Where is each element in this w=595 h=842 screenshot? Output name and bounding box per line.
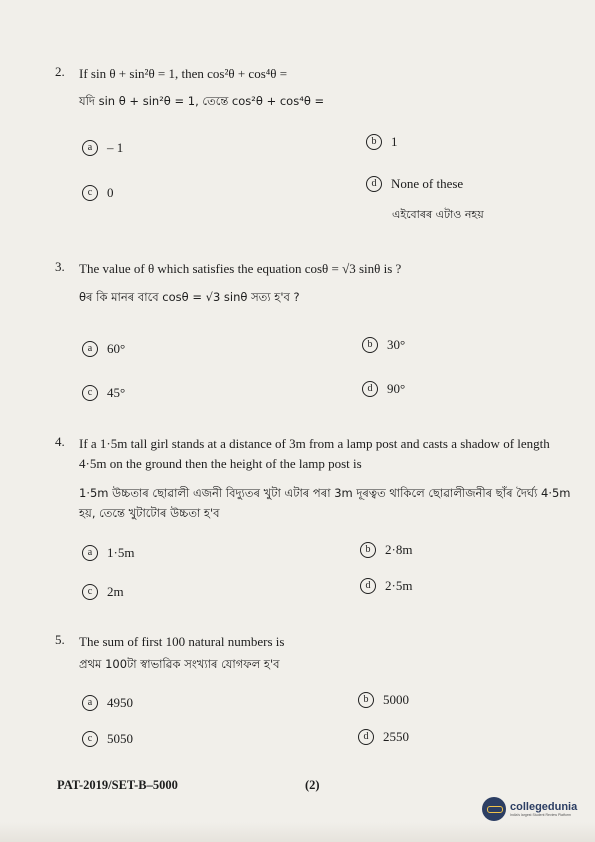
option-letter: b	[360, 542, 376, 558]
option-text: 30°	[387, 337, 406, 352]
option-a[interactable]	[82, 545, 134, 561]
watermark-tagline: India's largest Student Review Platform	[510, 813, 571, 817]
option-text: 5000	[383, 692, 409, 707]
option-c[interactable]	[82, 731, 133, 747]
question-text-assamese: প্ৰথম 100টা স্বাভাৱিক সংখ্যাৰ যোগফল হ'ব	[79, 657, 280, 671]
question-number: 2.	[55, 64, 65, 79]
collegedunia-logo-icon	[482, 797, 506, 821]
option-text: 2m	[107, 584, 124, 599]
option-text: 1·5m	[107, 545, 135, 560]
option-text: None of these	[391, 176, 464, 191]
option-text: – 1	[107, 140, 124, 155]
option-b[interactable]	[360, 542, 412, 558]
option-letter: d	[362, 381, 378, 397]
option-text: 1	[391, 134, 398, 149]
option-letter: b	[362, 337, 378, 353]
option-d[interactable]	[362, 381, 405, 397]
option-text: 4950	[107, 695, 133, 710]
option-text: 2550	[383, 729, 409, 744]
option-letter: d	[360, 578, 376, 594]
option-letter: d	[358, 729, 374, 745]
question-text-english: The value of θ which satisfies the equation cosθ = √3 sinθ is ?	[79, 261, 402, 276]
option-c[interactable]	[82, 385, 125, 401]
question-text-english: If sin θ + sin²θ = 1, then cos²θ + cos⁴θ =	[79, 66, 288, 81]
collegedunia-watermark	[482, 797, 577, 821]
option-text: 2·5m	[385, 578, 413, 593]
question-text-assamese: 1·5m উচ্চতাৰ ছোৱালী এজনী বিদ্যুতৰ খুটা এটাৰ পৰা 3m দূৰত্বত থাকিলে ছোৱালীজনীৰ ছাঁৰ দৈৰ্ঘ্য 4·5m হয়, তেন্তে খুটাটোৰ উচ্চতা হ'ব	[79, 486, 571, 520]
option-c[interactable]	[82, 584, 124, 600]
question-text-assamese: θৰ কি মানৰ বাবে cosθ = √3 sinθ সত্য হ'ব ?	[79, 290, 300, 304]
option-b[interactable]	[362, 337, 405, 353]
option-c[interactable]	[82, 185, 114, 201]
option-text: 5050	[107, 731, 133, 746]
option-d[interactable]	[360, 578, 412, 594]
option-b[interactable]	[366, 134, 398, 150]
page-number: (2)	[305, 778, 320, 792]
option-text: 2·8m	[385, 542, 413, 557]
question-number: 3.	[55, 259, 65, 274]
question-text-english: The sum of first 100 natural numbers is	[79, 634, 285, 649]
option-d[interactable]	[358, 729, 409, 745]
option-text: 0	[107, 185, 114, 200]
option-letter: a	[82, 695, 98, 711]
option-letter: c	[82, 584, 98, 600]
watermark-name: collegedunia	[510, 801, 578, 813]
option-a[interactable]	[82, 695, 133, 711]
page-bottom-edge	[0, 822, 595, 842]
option-letter: c	[82, 185, 98, 201]
question-number: 5.	[55, 632, 65, 647]
question-text-english: If a 1·5m tall girl stands at a distance of 3m from a lamp post and casts a shadow of length 4·5m on the ground then the height of the lamp post is	[79, 436, 550, 471]
option-letter: a	[82, 140, 98, 156]
option-letter: c	[82, 731, 98, 747]
question-text-assamese: যদি sin θ + sin²θ = 1, তেন্তে cos²θ + cos⁴θ =	[79, 94, 325, 108]
option-letter: a	[82, 341, 98, 357]
option-a[interactable]	[82, 341, 125, 357]
paper-code: PAT-2019/SET-B–5000	[57, 778, 178, 792]
option-letter: a	[82, 545, 98, 561]
option-d-assamese: এইবোৰৰ এটাও নহয়	[392, 208, 484, 221]
option-letter: b	[358, 692, 374, 708]
option-d[interactable]	[366, 176, 463, 192]
question-number: 4.	[55, 434, 65, 449]
option-letter: b	[366, 134, 382, 150]
option-text: 60°	[107, 341, 126, 356]
option-text: 90°	[387, 381, 406, 396]
option-letter: c	[82, 385, 98, 401]
option-letter: d	[366, 176, 382, 192]
option-a[interactable]	[82, 140, 123, 156]
option-b[interactable]	[358, 692, 409, 708]
option-text: 45°	[107, 385, 126, 400]
